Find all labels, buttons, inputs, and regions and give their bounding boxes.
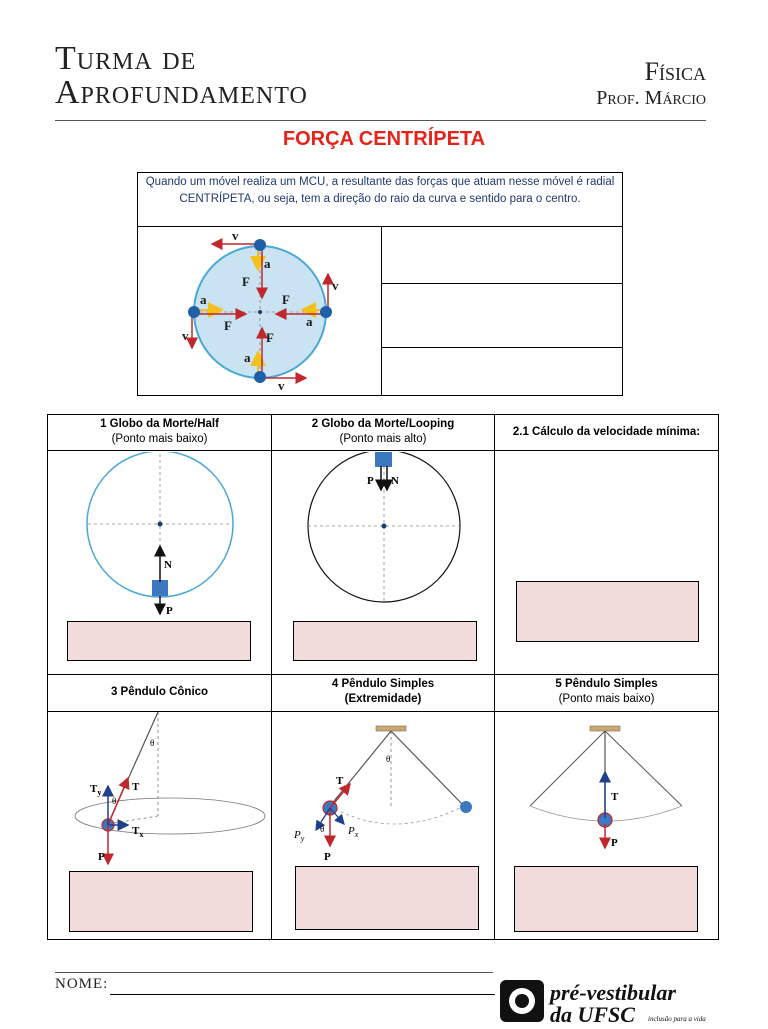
globo-half-diagram — [80, 452, 244, 620]
answer-box-4[interactable] — [69, 871, 253, 932]
cell-5-header — [272, 677, 494, 707]
label-F-bottom: F — [266, 330, 274, 345]
subject-name: Física — [644, 57, 706, 86]
footer-rule — [55, 972, 493, 973]
label-Py-c5: $P_y$ — [294, 829, 305, 843]
cell-6-header — [495, 677, 718, 707]
cell-4-title: 3 Pêndulo Cônico — [110, 686, 209, 698]
label-theta-c4: θ — [150, 738, 155, 748]
label-P-c5: P — [324, 851, 331, 863]
label-T-c6: T — [611, 791, 619, 803]
label-a-bottom: a — [244, 350, 251, 365]
cell-4-header — [48, 685, 271, 700]
pendulo-baixo-diagram — [516, 714, 706, 864]
cell-3-title: 2.1 Cálculo da velocidade mínima: — [512, 426, 701, 438]
header-rule — [55, 120, 706, 121]
course-title-line2: Aprofundamento — [55, 74, 308, 111]
pendulo-conico-diagram — [60, 712, 270, 870]
cell-2-header — [272, 417, 494, 447]
label-N-c2: N — [391, 475, 399, 487]
label-F-left: F — [224, 318, 232, 333]
answer-row-divider-2 — [381, 347, 623, 348]
cell-1-header — [48, 417, 271, 447]
subject-block — [596, 58, 706, 110]
answer-row-divider-1 — [381, 283, 623, 284]
label-P-c2: P — [367, 475, 374, 487]
intro-divider — [137, 226, 623, 227]
intro-text: Quando um móvel realiza um MCU, a resultante das forças que atuam nesse móvel é radial CENTRÍPETA, ou seja, tem a direção do raio da curva e sentido para o centro. — [145, 176, 615, 205]
label-v-left: v — [182, 328, 189, 343]
grid-row-divider-2 — [47, 674, 719, 675]
label-P-c4: P — [98, 851, 105, 863]
label-F-right: F — [282, 292, 290, 307]
globo-looping-diagram — [304, 452, 468, 620]
label-v-bottom: v — [278, 378, 285, 393]
logo — [498, 976, 716, 1024]
intro-column-divider — [381, 226, 382, 396]
label-N-c1: N — [164, 559, 172, 571]
page-title: FORÇA CENTRÍPETA — [282, 128, 486, 150]
label-a-top: a — [264, 256, 271, 271]
label-theta-c5: θ — [386, 754, 391, 764]
label-Tx-c4: $T_x$ — [132, 825, 144, 839]
course-title — [55, 42, 308, 110]
course-title-line1: Turma de — [55, 40, 197, 77]
answer-box-6[interactable] — [514, 866, 698, 932]
cell-6-sub: (Ponto mais baixo) — [558, 693, 655, 705]
cell-2-sub: (Ponto mais alto) — [339, 433, 427, 445]
cell-5-sub: (Extremidade) — [344, 693, 422, 705]
label-P-c1: P — [166, 605, 173, 617]
label-F-top: F — [242, 274, 250, 289]
label-theta2-c4: θ — [112, 796, 117, 806]
logo-line1: pré-vestibular — [550, 980, 676, 1005]
label-theta2-c5: θ — [320, 824, 325, 834]
answer-box-1[interactable] — [67, 621, 251, 661]
cell-3-header — [495, 425, 718, 440]
label-P-c6: P — [611, 837, 618, 849]
cell-5-title: 4 Pêndulo Simples — [331, 678, 435, 690]
logo-tagline: inclusão para a vida — [648, 1015, 706, 1023]
name-field-line[interactable] — [110, 994, 495, 995]
pendulo-extremidade-diagram — [292, 714, 482, 864]
label-v-right: v — [332, 278, 339, 293]
name-label: NOME: — [55, 976, 109, 992]
answer-box-2[interactable] — [293, 621, 477, 661]
cell-2-title: 2 Globo da Morte/Looping — [311, 418, 455, 430]
label-a-right: a — [306, 314, 313, 329]
mcu-diagram — [150, 228, 378, 394]
label-a-left: a — [200, 292, 207, 307]
answer-box-3[interactable] — [516, 581, 699, 642]
cell-1-title: 1 Globo da Morte/Half — [100, 418, 219, 430]
teacher-name: Prof. Márcio — [596, 87, 706, 109]
label-Px-c5: $P_x$ — [348, 825, 359, 839]
answer-box-5[interactable] — [295, 866, 479, 930]
cell-1-sub: (Ponto mais baixo) — [111, 433, 208, 445]
cell-6-title: 5 Pêndulo Simples — [555, 678, 658, 690]
label-v-top: v — [232, 228, 239, 243]
label-Ty-c4: $T_y$ — [90, 783, 102, 797]
grid-row-divider-1 — [47, 450, 719, 451]
logo-line2: da UFSC — [550, 1002, 635, 1024]
label-T-c4: T — [132, 781, 140, 793]
label-T-c5: T — [336, 775, 344, 787]
